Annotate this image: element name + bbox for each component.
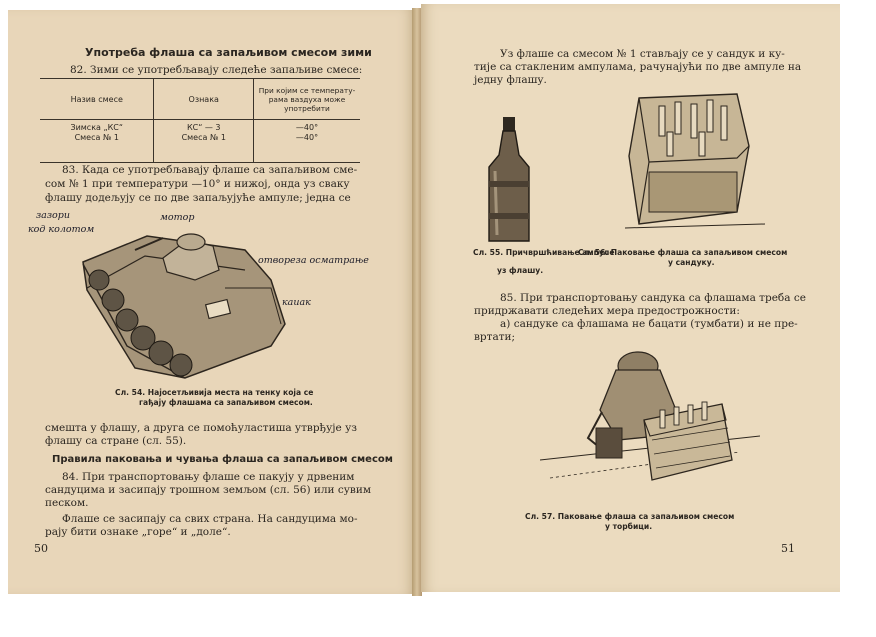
- paragraph-83-line: 83. Када се употребљавају флаше са запаљивом сме-: [62, 164, 358, 176]
- paragraph-84-line: сандуцима и засипају трошном земљом (сл. 56) или сувим: [45, 484, 372, 496]
- figure-57-caption: Сл. 57. Паковање флаша са запаљивом смесом: [525, 512, 735, 521]
- figure-57-caption: у торбици.: [605, 522, 653, 531]
- paragraph-85-line: придржавати следећих мера предострожности:: [474, 305, 740, 317]
- figure-55-caption: Сл. 55. Причвршћивање ампуле: [473, 248, 615, 257]
- table-cell: Зимска „КС“: [70, 123, 124, 132]
- paragraph-83-line: сом № 1 при температури —10° и нижој, онда уз сваку: [45, 178, 350, 190]
- paragraph-84b-line: Флаше се засипају са свих страна. На сандуцима мо-: [62, 513, 358, 525]
- paragraph-line: тије са стакленим ампулама, рачунајући по две ампуле на: [474, 61, 802, 73]
- paragraph-85-line: а) сандуке са флашама не бацати (тумбати) и не пре-: [500, 318, 798, 330]
- figure-56-caption: Сл. 56. Паковање флаша са запаљивом смесом: [578, 248, 788, 257]
- mixtures-table: [40, 78, 360, 163]
- handwritten-note: зазори: [36, 210, 70, 221]
- paragraph-84-line: песком.: [45, 497, 89, 509]
- figure-56-caption: у сандуку.: [668, 258, 715, 267]
- table-header: Назив смесе: [40, 79, 154, 120]
- page-number: 51: [781, 542, 795, 555]
- paragraph-line: једну флашу.: [474, 74, 547, 86]
- table-cell: КС“ — 3: [186, 123, 221, 132]
- table-row: [40, 120, 360, 163]
- page-number: 50: [34, 542, 48, 555]
- paragraph-84-line: 84. При транспортовању флаше се пакују у дрвеним: [62, 471, 355, 483]
- figure-54-caption: гађају флашама са запаљивом смесом.: [139, 398, 313, 407]
- handwritten-note: мотор: [160, 212, 195, 223]
- tank-illustration: [75, 228, 295, 386]
- paragraph-83-line: флашу додељују се по две запаљујуће ампуле; једна се: [45, 192, 351, 204]
- paragraph-line: Уз флаше са смесом № 1 стављају се у сандук и ку-: [500, 48, 785, 60]
- paragraph-line: флашу са стране (сл. 55).: [45, 435, 187, 447]
- table-cell: —40°: [295, 133, 319, 142]
- table-cell: Смеса № 1: [181, 133, 226, 142]
- paragraph-85-line: 85. При транспортовању сандука са флашама треба се: [500, 292, 806, 304]
- bottle-illustration: [485, 115, 533, 247]
- table-header: Ознака: [154, 79, 254, 120]
- soldier-packing-illustration: [540, 340, 760, 505]
- paragraph-84b-line: рају бити ознаке „горе“ и „доле“.: [45, 526, 231, 538]
- paragraph-line: смешта у флашу, а друга се помоћуластиша утврђује уз: [45, 422, 357, 434]
- figure-55-caption: уз флашу.: [497, 266, 544, 275]
- handwritten-note: каиак: [282, 297, 311, 308]
- table-cell: —40°: [295, 123, 319, 132]
- handwritten-note: код колотом: [28, 224, 95, 235]
- paragraph-82: 82. Зими се употребљавају следеће запаљиве смесе:: [70, 64, 363, 76]
- table-cell: Смеса № 1: [74, 133, 119, 142]
- figure-54-caption: Сл. 54. Најосетљивија места на тенку која се: [115, 388, 314, 397]
- section-subtitle: Правила паковања и чувања флаша са запаљивом смесом: [52, 454, 393, 465]
- section-title: Употреба флаша са запаљивом смесом зими: [85, 46, 372, 59]
- handwritten-note: отвореза осматрање: [258, 255, 369, 266]
- table-header: При којим се температу-рама ваздуха може употребити: [254, 79, 361, 120]
- crate-illustration: [625, 92, 765, 234]
- paragraph-85-line: вртати;: [474, 331, 516, 343]
